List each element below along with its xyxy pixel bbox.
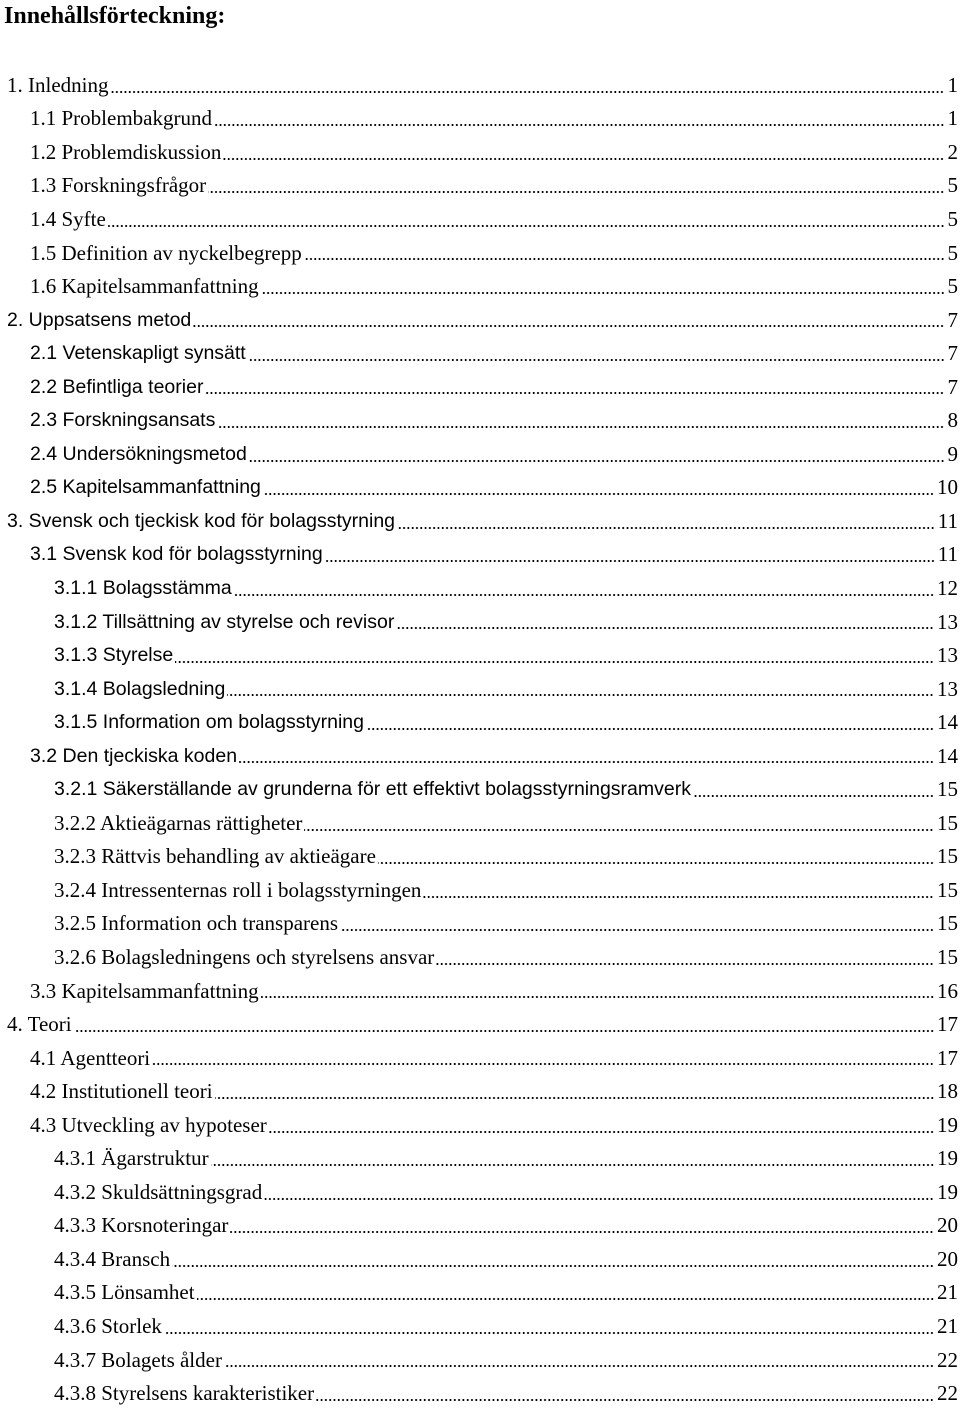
dot-leader xyxy=(261,290,945,296)
toc-entry-page-number: 21 xyxy=(937,1280,958,1305)
toc-entry[interactable] xyxy=(0,370,960,404)
toc-entry[interactable] xyxy=(0,772,960,806)
toc-entry-page-number: 11 xyxy=(937,542,958,567)
toc-entry[interactable] xyxy=(0,1175,960,1209)
dot-leader xyxy=(366,726,934,732)
toc-entry-label: 2.3 Forskningsansats xyxy=(30,409,216,432)
table-of-contents xyxy=(0,68,960,1410)
toc-entry[interactable] xyxy=(0,1074,960,1108)
toc-entry-page-number: 19 xyxy=(937,1179,958,1204)
dot-leader xyxy=(152,1061,934,1067)
toc-entry-label: 3.2.3 Rättvis behandling av aktieägare xyxy=(54,844,376,869)
toc-entry-page-number: 1 xyxy=(947,106,958,131)
toc-entry[interactable] xyxy=(0,269,960,303)
toc-entry-label: 3.2.6 Bolagsledningens och styrelsens ansvar xyxy=(54,944,435,969)
page-title: Innehållsförteckning: xyxy=(4,3,226,29)
dot-leader xyxy=(269,1129,934,1135)
toc-entry[interactable] xyxy=(0,303,960,337)
toc-entry-label: 3.3 Kapitelsammanfattning xyxy=(30,978,259,1003)
toc-entry-page-number: 5 xyxy=(947,240,958,265)
toc-entry-label: 2.2 Befintliga teorier xyxy=(30,375,204,398)
toc-entry-page-number: 1 xyxy=(947,72,958,97)
toc-entry-page-number: 7 xyxy=(947,341,958,366)
toc-entry-label: 4.3.8 Styrelsens karakteristiker xyxy=(54,1381,315,1406)
dot-leader xyxy=(248,357,945,363)
toc-entry[interactable] xyxy=(0,1142,960,1176)
toc-entry[interactable] xyxy=(0,169,960,203)
dot-leader xyxy=(175,659,934,665)
toc-entry-label: 1.4 Syfte xyxy=(30,206,106,231)
dot-leader xyxy=(378,860,934,866)
toc-entry[interactable] xyxy=(0,102,960,136)
toc-entry-label: 3.1.5 Information om bolagsstyrning xyxy=(54,711,365,734)
toc-entry-page-number: 14 xyxy=(937,710,958,735)
toc-entry-page-number: 11 xyxy=(937,508,958,533)
dot-leader xyxy=(205,390,944,396)
dot-leader xyxy=(110,89,944,95)
toc-entry-page-number: 12 xyxy=(937,575,958,600)
toc-entry-label: 2.4 Undersökningsmetod xyxy=(30,442,247,465)
toc-entry-label: 3.2.1 Säkerställande av grunderna för ett effektivt bolagsstyrningsramverk xyxy=(54,778,691,801)
toc-entry-page-number: 14 xyxy=(937,743,958,768)
toc-entry[interactable] xyxy=(0,605,960,639)
toc-entry-page-number: 15 xyxy=(937,844,958,869)
toc-entry[interactable] xyxy=(0,1007,960,1041)
dot-leader xyxy=(249,458,945,464)
toc-entry[interactable] xyxy=(0,1309,960,1343)
toc-entry-page-number: 17 xyxy=(937,1045,958,1070)
toc-entry-page-number: 16 xyxy=(937,978,958,1003)
dot-leader xyxy=(230,1229,934,1235)
dot-leader xyxy=(217,424,944,430)
toc-entry[interactable] xyxy=(0,940,960,974)
toc-entry-label: 1.3 Forskningsfrågor xyxy=(30,173,207,198)
toc-entry-page-number: 19 xyxy=(937,1146,958,1171)
toc-entry[interactable] xyxy=(0,672,960,706)
toc-entry-page-number: 17 xyxy=(937,1012,958,1037)
dot-leader xyxy=(264,1196,934,1202)
toc-entry-page-number: 21 xyxy=(937,1314,958,1338)
dot-leader xyxy=(304,827,934,833)
toc-entry-page-number: 15 xyxy=(937,777,958,802)
toc-entry-label: 1.6 Kapitelsammanfattning xyxy=(30,274,259,299)
dot-leader xyxy=(261,994,934,1000)
dot-leader xyxy=(304,256,945,262)
dot-leader xyxy=(239,759,934,765)
toc-entry-page-number: 15 xyxy=(937,911,958,936)
toc-entry-label: 4.3.2 Skuldsättningsgrad xyxy=(54,1179,263,1204)
toc-entry-label: 2.1 Vetenskapligt synsätt xyxy=(30,342,246,365)
dot-leader xyxy=(172,1263,934,1269)
dot-leader xyxy=(197,1296,934,1302)
toc-entry[interactable] xyxy=(0,974,960,1008)
toc-entry[interactable] xyxy=(0,705,960,739)
toc-entry[interactable] xyxy=(0,135,960,169)
toc-entry-page-number: 5 xyxy=(947,206,958,231)
toc-entry-page-number: 19 xyxy=(937,1112,958,1137)
toc-entry-label: 4.3.1 Ägarstruktur xyxy=(54,1146,209,1171)
toc-entry-page-number: 15 xyxy=(937,810,958,835)
toc-entry-label: 4.3.5 Lönsamhet xyxy=(54,1280,195,1305)
dot-leader xyxy=(263,491,934,497)
toc-entry-page-number: 13 xyxy=(937,676,958,701)
toc-entry-label: 3.1.3 Styrelse xyxy=(54,644,174,667)
toc-entry-page-number: 22 xyxy=(937,1381,958,1406)
toc-entry-label: 3.2.2 Aktieägarnas rättigheter xyxy=(54,810,303,835)
toc-entry-label: 4.3.6 Storlek xyxy=(54,1314,162,1338)
toc-entry-label: 4.3.4 Bransch xyxy=(54,1246,171,1271)
toc-entry-page-number: 20 xyxy=(937,1246,958,1271)
dot-leader xyxy=(164,1330,934,1336)
dot-leader xyxy=(223,156,944,162)
dot-leader xyxy=(340,927,934,933)
toc-entry[interactable] xyxy=(0,873,960,907)
toc-entry-label: 1.5 Definition av nyckelbegrepp xyxy=(30,240,302,265)
toc-entry[interactable] xyxy=(0,68,960,102)
toc-entry-label: 2. Uppsatsens metod xyxy=(7,308,192,331)
toc-entry-label: 3.2.5 Information och transparens xyxy=(54,911,339,936)
dot-leader xyxy=(224,1363,934,1369)
toc-entry-page-number: 9 xyxy=(947,441,958,466)
toc-entry-label: 3.2 Den tjeckiska koden xyxy=(30,744,238,767)
dot-leader xyxy=(108,223,945,229)
toc-entry[interactable] xyxy=(0,1276,960,1310)
toc-entry-label: 3. Svensk och tjeckisk kod för bolagsstyrning xyxy=(7,509,396,532)
toc-entry-page-number: 10 xyxy=(937,475,958,500)
dot-leader xyxy=(74,1028,934,1034)
toc-entry-page-number: 13 xyxy=(937,609,958,634)
dot-leader xyxy=(215,1095,934,1101)
toc-entry-label: 4.3 Utveckling av hypoteser xyxy=(30,1112,267,1137)
toc-entry-page-number: 7 xyxy=(947,374,958,399)
toc-entry-label: 1.2 Problemdiskussion xyxy=(30,139,222,164)
toc-entry[interactable] xyxy=(0,202,960,236)
toc-entry-page-number: 13 xyxy=(937,643,958,668)
toc-entry[interactable] xyxy=(0,1209,960,1243)
dot-leader xyxy=(214,122,945,128)
dot-leader xyxy=(325,558,935,564)
toc-entry[interactable] xyxy=(0,236,960,270)
toc-entry-page-number: 20 xyxy=(937,1213,958,1238)
toc-entry[interactable] xyxy=(0,571,960,605)
toc-entry-label: 3.1.2 Tillsättning av styrelse och revisor xyxy=(54,610,395,633)
toc-entry[interactable] xyxy=(0,471,960,505)
toc-entry-page-number: 22 xyxy=(937,1347,958,1372)
toc-entry[interactable] xyxy=(0,1108,960,1142)
toc-entry-page-number: 15 xyxy=(937,877,958,902)
toc-entry-label: 3.1.1 Bolagsstämma xyxy=(54,576,232,599)
toc-entry-page-number: 2 xyxy=(947,139,958,164)
toc-entry[interactable] xyxy=(0,638,960,672)
toc-entry-label: 3.1.4 Bolagsledning xyxy=(54,677,226,700)
dot-leader xyxy=(436,961,934,967)
toc-entry-label: 4.1 Agentteori xyxy=(30,1045,151,1070)
toc-entry-page-number: 18 xyxy=(937,1079,958,1104)
dot-leader xyxy=(397,525,935,531)
dot-leader xyxy=(316,1397,934,1403)
toc-entry-label: 3.2.4 Intressenternas roll i bolagsstyrningen xyxy=(54,877,422,902)
toc-entry[interactable] xyxy=(0,336,960,370)
dot-leader xyxy=(396,625,934,631)
dot-leader xyxy=(208,189,944,195)
toc-entry-label: 3.1 Svensk kod för bolagsstyrning xyxy=(30,543,323,566)
toc-entry[interactable] xyxy=(0,806,960,840)
toc-entry-page-number: 8 xyxy=(947,408,958,433)
toc-entry-page-number: 5 xyxy=(947,274,958,299)
toc-entry[interactable] xyxy=(0,437,960,471)
dot-leader xyxy=(693,793,934,799)
toc-entry-page-number: 7 xyxy=(947,307,958,332)
toc-entry[interactable] xyxy=(0,504,960,538)
toc-entry-label: 4.2 Institutionell teori xyxy=(30,1079,213,1104)
toc-entry-label: 4.3.3 Korsnoteringar xyxy=(54,1213,229,1238)
dot-leader xyxy=(423,894,934,900)
toc-entry[interactable] xyxy=(0,1343,960,1377)
toc-entry[interactable] xyxy=(0,403,960,437)
toc-entry[interactable] xyxy=(0,1242,960,1276)
toc-entry[interactable] xyxy=(0,1376,960,1410)
toc-entry[interactable] xyxy=(0,739,960,773)
dot-leader xyxy=(193,323,944,329)
toc-entry[interactable] xyxy=(0,1041,960,1075)
toc-entry-page-number: 5 xyxy=(947,173,958,198)
dot-leader xyxy=(234,592,934,598)
dot-leader xyxy=(227,692,934,698)
toc-entry[interactable] xyxy=(0,538,960,572)
toc-entry-page-number: 15 xyxy=(937,944,958,969)
toc-entry-label: 1. Inledning xyxy=(7,72,109,97)
toc-entry-label: 4. Teori xyxy=(7,1012,72,1037)
dot-leader xyxy=(211,1162,934,1168)
toc-entry-label: 1.1 Problembakgrund xyxy=(30,106,212,131)
toc-entry[interactable] xyxy=(0,907,960,941)
toc-entry-label: 2.5 Kapitelsammanfattning xyxy=(30,476,261,499)
toc-entry[interactable] xyxy=(0,840,960,874)
toc-entry-label: 4.3.7 Bolagets ålder xyxy=(54,1347,222,1372)
